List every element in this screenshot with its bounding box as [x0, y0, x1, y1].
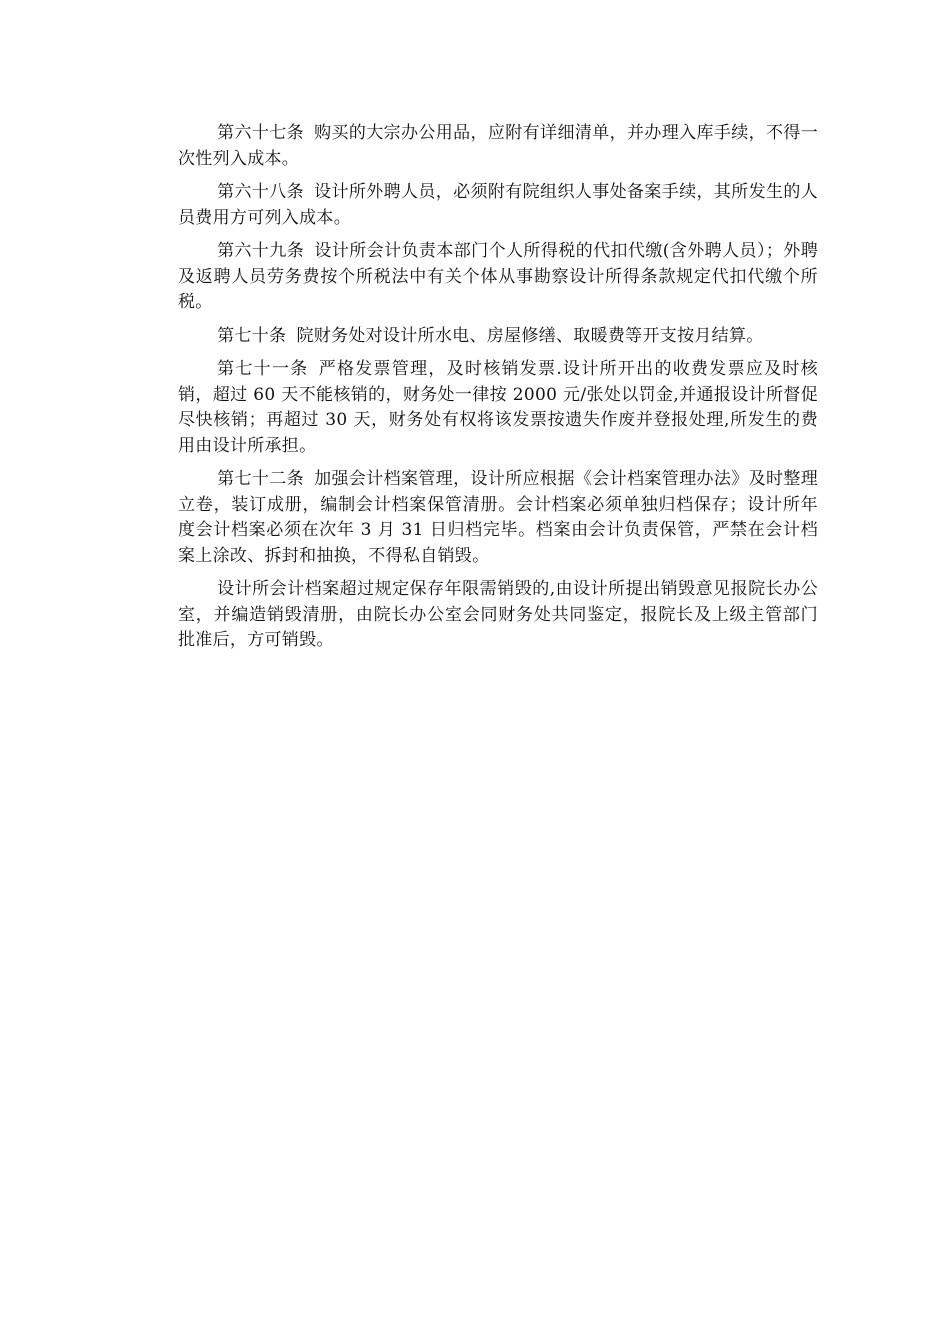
paragraph-article-70 — [178, 324, 818, 350]
article-number: 第七十条 — [217, 325, 287, 346]
paragraph-article-67 — [178, 121, 818, 172]
article-text: 设计所会计负责本部门个人所得税的代扣代缴(含外聘人员）；外聘及返聘人员劳务费按个所税法中有关个体从事勘察设计所得条款规定代扣代缴个所税。 — [178, 241, 818, 312]
paragraph-article-71 — [178, 357, 818, 459]
article-number: 第七十一条 — [217, 359, 309, 379]
document-body — [178, 121, 818, 662]
article-number: 第六十九条 — [217, 241, 305, 261]
article-number: 第六十七条 — [217, 123, 304, 143]
article-text: 设计所外聘人员，必须附有院组织人事处备案手续，其所发生的人员费用方可列入成本。 — [178, 182, 819, 228]
paragraph-article-68 — [178, 180, 818, 231]
paragraph-archive-destruction — [178, 577, 818, 654]
article-text: 购买的大宗办公用品，应附有详细清单，并办理入库手续，不得一次性列入成本。 — [178, 123, 819, 169]
article-number: 第六十八条 — [217, 182, 304, 202]
article-text: 严格发票管理，及时核销发票.设计所开出的收费发票应及时核销，超过 60 天不能核销的，财务处一律按 2000 元/张处以罚金,并通报设计所督促尽快核销；再超过 30 天，财务处有权将该发票按遗失作废并登报处理,所发生的费用由设计所承担。 — [178, 359, 819, 456]
article-text: 院财务处对设计所水电、房屋修缮、取暖费等开支按月结算。 — [296, 325, 764, 346]
article-text: 加强会计档案管理，设计所应根据《会计档案管理办法》及时整理立卷，装订成册，编制会计档案保管清册。会计档案必须单独归档保存；设计所年度会计档案必须在次年 3 月 31 日归档完毕。档案由会计负责保管，严禁在会计档案上涂改、拆封和抽换，不得私自销毁。 — [178, 469, 819, 566]
paragraph-text: 设计所会计档案超过规定保存年限需销毁的,由设计所提出销毁意见报院长办公室，并编造销毁清册，由院长办公室会同财务处共同鉴定，报院长及上级主管部门批准后，方可销毁。 — [178, 579, 818, 650]
paragraph-article-72 — [178, 467, 818, 569]
article-number: 第七十二条 — [217, 469, 304, 489]
paragraph-article-69 — [178, 239, 818, 316]
